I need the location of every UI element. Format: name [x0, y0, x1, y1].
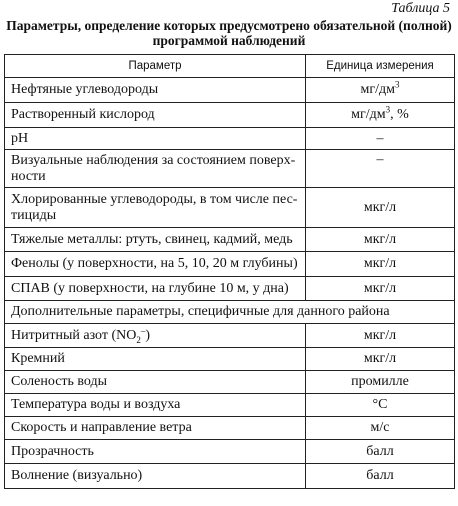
table-title [6, 18, 452, 48]
param-cell: pH [5, 128, 306, 150]
param-cell: Волнение (визуально) [5, 464, 306, 489]
table-row [5, 188, 455, 228]
unit-cell: мкг/л [306, 324, 455, 348]
table-row [5, 464, 455, 489]
unit-cell: мкг/л [306, 277, 455, 301]
unit-cell: – [306, 150, 455, 188]
unit-cell: – [306, 128, 455, 150]
unit-cell: мкг/л [306, 188, 455, 228]
unit-cell: °C [306, 394, 455, 417]
unit-cell: мкг/л [306, 348, 455, 371]
table-row [5, 348, 455, 371]
table-row [5, 277, 455, 301]
table-row [5, 417, 455, 440]
param-cell: Нефтяные углеводороды [5, 78, 306, 103]
param-cell: Тяжелые металлы: ртуть, свинец, кадмий, медь [5, 228, 306, 252]
table-number: Таблица 5 [391, 1, 450, 16]
unit-cell: $мг/дм^3$, % [306, 103, 455, 128]
table-row [5, 78, 455, 103]
section-row [5, 301, 455, 324]
param-cell: Растворенный кислород [5, 103, 306, 128]
table-title-line-1: Параметры, определение которых предусмотрено обязательной (полной) [6, 18, 452, 33]
param-cell: Кремний [5, 348, 306, 371]
table-row [5, 150, 455, 188]
param-cell: СПАВ (у поверхности, на глубине 10 м, у дна) [5, 277, 306, 301]
table-row [5, 440, 455, 464]
param-cell: Хлорированные углеводороды, в том числе пес- тициды [5, 188, 306, 228]
table-row [5, 252, 455, 277]
unit-cell: балл [306, 440, 455, 464]
unit-cell: м/с [306, 417, 455, 440]
header-unit: Единица измерения [306, 55, 455, 78]
param-cell: Прозрачность [5, 440, 306, 464]
param-cell: Визуальные наблюдения за состоянием поверх- ности [5, 150, 306, 188]
parameters-table [4, 54, 455, 489]
unit-cell: мкг/л [306, 252, 455, 277]
unit-cell: промилле [306, 371, 455, 394]
table-header-row [5, 55, 455, 78]
header-param: Параметр [5, 55, 306, 78]
table-title-line-2: программой наблюдений [152, 33, 306, 48]
table-row [5, 371, 455, 394]
param-cell: Температура воды и воздуха [5, 394, 306, 417]
param-cell: Фенолы (у поверхности, на 5, 10, 20 м глубины) [5, 252, 306, 277]
unit-cell: $мг/дм^3$ [306, 78, 455, 103]
param-cell: Нитритный азот $(NO_2^-)$ [5, 324, 306, 348]
unit-cell: балл [306, 464, 455, 489]
table-row [5, 103, 455, 128]
table-row [5, 394, 455, 417]
table-row [5, 324, 455, 348]
param-cell: Скорость и направление ветра [5, 417, 306, 440]
table-row [5, 128, 455, 150]
section-cell: Дополнительные параметры, специфичные для данного района [5, 301, 455, 324]
table-row [5, 228, 455, 252]
unit-cell: мкг/л [306, 228, 455, 252]
param-cell: Соленость воды [5, 371, 306, 394]
